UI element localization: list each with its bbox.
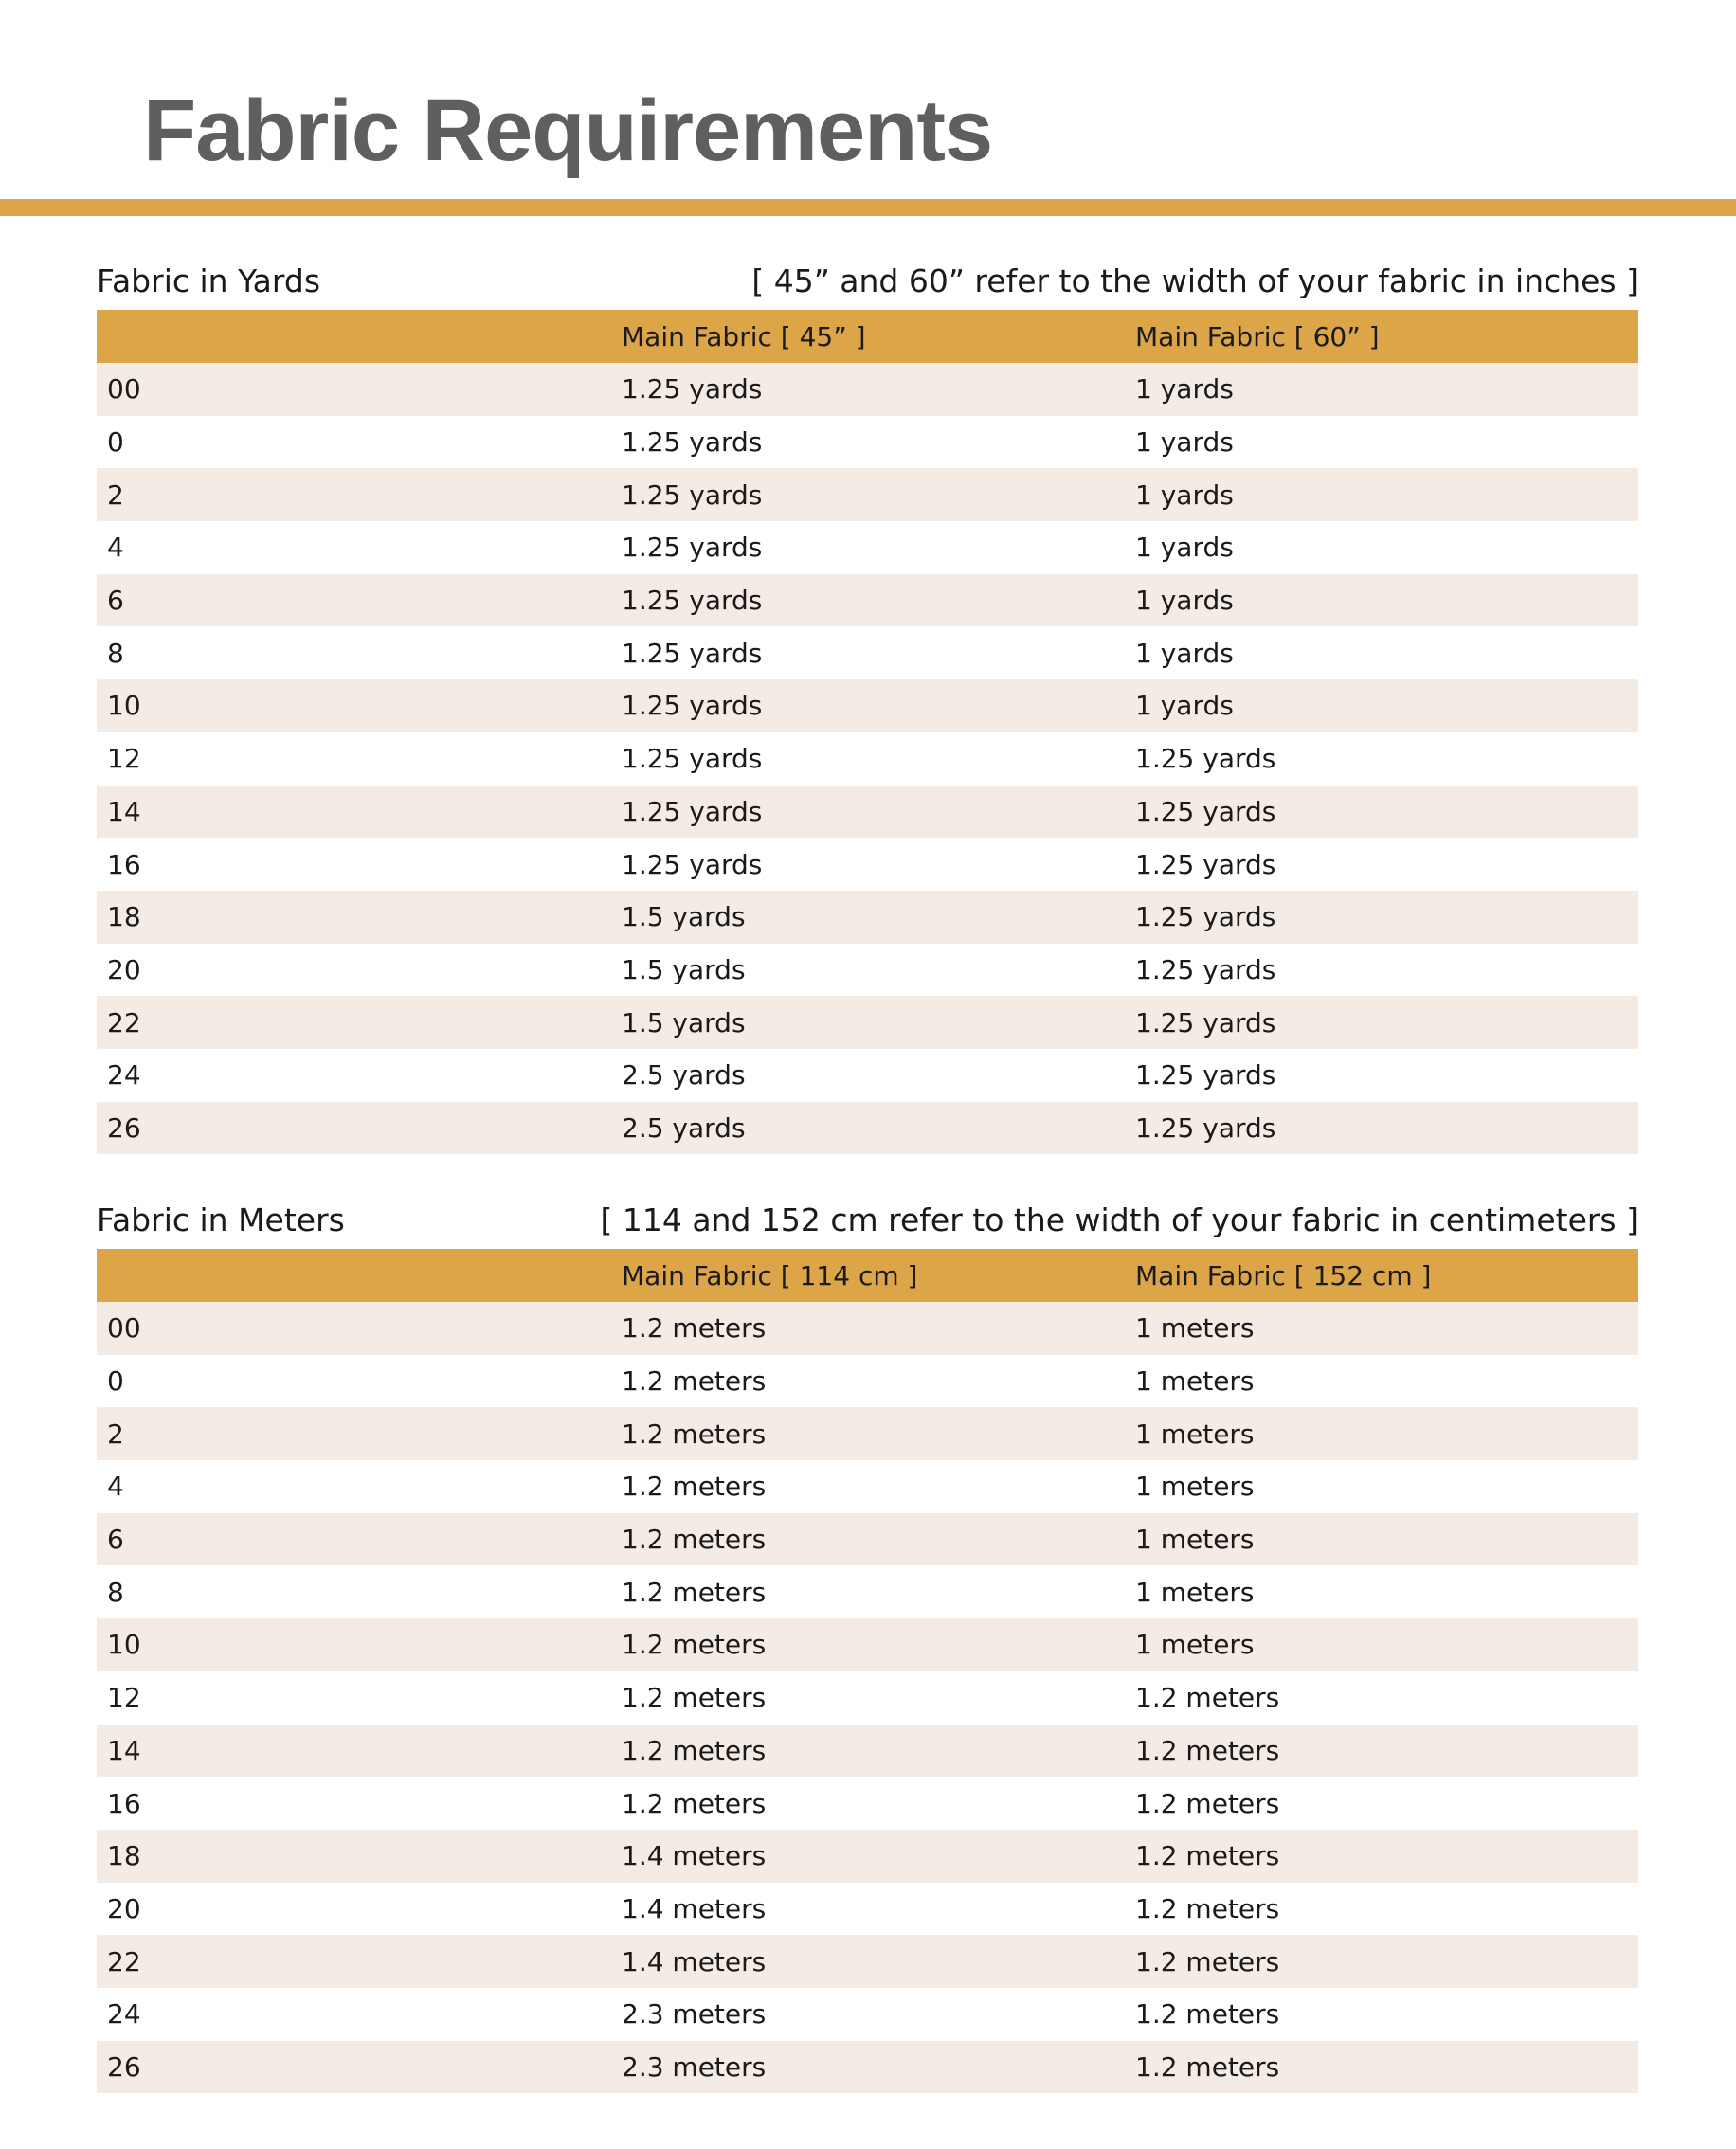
table-row bbox=[97, 1935, 1638, 1988]
yards-header-row bbox=[97, 310, 1638, 363]
fabric-114-cell: 1.2 meters bbox=[622, 1312, 767, 1345]
fabric-60-cell: 1.25 yards bbox=[1135, 1111, 1276, 1144]
size-cell: 26 bbox=[107, 2050, 141, 2083]
yards-section bbox=[97, 259, 1638, 1154]
fabric-45-cell: 1.25 yards bbox=[622, 426, 763, 459]
fabric-152-cell: 1 meters bbox=[1135, 1629, 1255, 1661]
fabric-45-cell: 2.5 yards bbox=[622, 1111, 746, 1144]
fabric-45-cell: 1.25 yards bbox=[622, 585, 763, 617]
table-row bbox=[97, 732, 1638, 786]
fabric-152-cell: 1.2 meters bbox=[1135, 1892, 1280, 1924]
table-row bbox=[97, 1102, 1638, 1155]
size-cell: 0 bbox=[107, 1365, 124, 1398]
fabric-152-cell: 1.2 meters bbox=[1135, 2050, 1280, 2083]
yards-table bbox=[97, 310, 1638, 1154]
fabric-114-cell: 1.2 meters bbox=[622, 1365, 767, 1398]
size-cell: 6 bbox=[107, 585, 124, 617]
yards-60-header: Main Fabric [ 60” ] bbox=[1135, 320, 1380, 352]
size-cell: 20 bbox=[107, 1892, 141, 1924]
table-row bbox=[97, 1407, 1638, 1460]
table-row bbox=[97, 1988, 1638, 2041]
size-cell: 16 bbox=[107, 1787, 141, 1819]
yards-section-title: Fabric in Yards bbox=[97, 262, 321, 299]
table-row bbox=[97, 2041, 1638, 2094]
yards-size-header bbox=[97, 310, 611, 363]
fabric-152-cell: 1 meters bbox=[1135, 1418, 1255, 1450]
size-cell: 0 bbox=[107, 426, 124, 459]
size-cell: 12 bbox=[107, 743, 141, 775]
fabric-60-cell: 1 yards bbox=[1135, 532, 1234, 564]
size-cell: 00 bbox=[107, 373, 141, 406]
table-row bbox=[97, 416, 1638, 469]
fabric-114-cell: 1.2 meters bbox=[622, 1682, 767, 1714]
size-cell: 16 bbox=[107, 848, 141, 880]
table-row bbox=[97, 944, 1638, 997]
fabric-45-cell: 1.25 yards bbox=[622, 637, 763, 669]
size-cell: 24 bbox=[107, 1059, 141, 1092]
fabric-114-cell: 1.2 meters bbox=[622, 1471, 767, 1503]
table-row bbox=[97, 838, 1638, 891]
fabric-60-cell: 1.25 yards bbox=[1135, 848, 1276, 880]
fabric-60-cell: 1.25 yards bbox=[1135, 743, 1276, 775]
fabric-152-cell: 1.2 meters bbox=[1135, 1840, 1280, 1872]
size-cell: 2 bbox=[107, 1418, 124, 1450]
size-cell: 18 bbox=[107, 1840, 141, 1872]
table-row bbox=[97, 1513, 1638, 1566]
table-row bbox=[97, 786, 1638, 839]
meters-section-header bbox=[97, 1198, 1638, 1249]
table-row bbox=[97, 468, 1638, 521]
title-divider bbox=[0, 199, 1736, 216]
fabric-60-cell: 1 yards bbox=[1135, 690, 1234, 722]
fabric-152-cell: 1.2 meters bbox=[1135, 1998, 1280, 2031]
table-row bbox=[97, 1618, 1638, 1671]
table-row bbox=[97, 363, 1638, 416]
table-row bbox=[97, 891, 1638, 944]
fabric-152-cell: 1 meters bbox=[1135, 1365, 1255, 1398]
fabric-152-cell: 1.2 meters bbox=[1135, 1945, 1280, 1977]
table-row bbox=[97, 1777, 1638, 1830]
fabric-45-cell: 1.25 yards bbox=[622, 848, 763, 880]
table-row bbox=[97, 1830, 1638, 1883]
table-row bbox=[97, 521, 1638, 574]
size-cell: 22 bbox=[107, 1945, 141, 1977]
fabric-45-cell: 1.25 yards bbox=[622, 690, 763, 722]
size-cell: 8 bbox=[107, 1576, 124, 1608]
fabric-114-cell: 1.2 meters bbox=[622, 1734, 767, 1766]
size-cell: 6 bbox=[107, 1524, 124, 1556]
size-cell: 4 bbox=[107, 1471, 124, 1503]
size-cell: 26 bbox=[107, 1111, 141, 1144]
meters-table bbox=[97, 1249, 1638, 2093]
page-title: Fabric Requirements bbox=[143, 82, 993, 179]
fabric-114-cell: 1.4 meters bbox=[622, 1945, 767, 1977]
fabric-45-cell: 1.25 yards bbox=[622, 743, 763, 775]
meters-section bbox=[97, 1198, 1638, 2093]
fabric-60-cell: 1.25 yards bbox=[1135, 953, 1276, 985]
size-cell: 10 bbox=[107, 690, 141, 722]
fabric-114-cell: 1.4 meters bbox=[622, 1840, 767, 1872]
meters-114-header: Main Fabric [ 114 cm ] bbox=[622, 1259, 918, 1291]
meters-size-header bbox=[97, 1249, 611, 1302]
fabric-114-cell: 2.3 meters bbox=[622, 2050, 767, 2083]
fabric-60-cell: 1 yards bbox=[1135, 426, 1234, 459]
fabric-45-cell: 1.5 yards bbox=[622, 901, 746, 933]
fabric-45-cell: 1.5 yards bbox=[622, 1006, 746, 1038]
fabric-60-cell: 1 yards bbox=[1135, 637, 1234, 669]
table-row bbox=[97, 996, 1638, 1049]
fabric-152-cell: 1 meters bbox=[1135, 1576, 1255, 1608]
fabric-45-cell: 2.5 yards bbox=[622, 1059, 746, 1092]
fabric-60-cell: 1 yards bbox=[1135, 479, 1234, 511]
size-cell: 8 bbox=[107, 637, 124, 669]
yards-width-note: [ 45” and 60” refer to the width of your fabric in inches ] bbox=[751, 262, 1638, 299]
table-row bbox=[97, 1883, 1638, 1936]
size-cell: 14 bbox=[107, 1734, 141, 1766]
size-cell: 18 bbox=[107, 901, 141, 933]
table-row bbox=[97, 1725, 1638, 1778]
fabric-45-cell: 1.25 yards bbox=[622, 479, 763, 511]
fabric-114-cell: 1.2 meters bbox=[622, 1787, 767, 1819]
fabric-60-cell: 1.25 yards bbox=[1135, 795, 1276, 827]
size-cell: 00 bbox=[107, 1312, 141, 1345]
table-row bbox=[97, 626, 1638, 679]
size-cell: 4 bbox=[107, 532, 124, 564]
table-row bbox=[97, 1302, 1638, 1355]
size-cell: 20 bbox=[107, 953, 141, 985]
table-row bbox=[97, 679, 1638, 732]
fabric-152-cell: 1.2 meters bbox=[1135, 1682, 1280, 1714]
fabric-45-cell: 1.25 yards bbox=[622, 795, 763, 827]
fabric-152-cell: 1 meters bbox=[1135, 1312, 1255, 1345]
table-row bbox=[97, 1671, 1638, 1725]
table-row bbox=[97, 1355, 1638, 1408]
fabric-60-cell: 1.25 yards bbox=[1135, 901, 1276, 933]
fabric-60-cell: 1 yards bbox=[1135, 373, 1234, 406]
fabric-114-cell: 1.2 meters bbox=[622, 1524, 767, 1556]
yards-45-header: Main Fabric [ 45” ] bbox=[622, 320, 866, 352]
size-cell: 14 bbox=[107, 795, 141, 827]
size-cell: 2 bbox=[107, 479, 124, 511]
fabric-60-cell: 1.25 yards bbox=[1135, 1059, 1276, 1092]
fabric-152-cell: 1.2 meters bbox=[1135, 1787, 1280, 1819]
table-row bbox=[97, 1460, 1638, 1513]
size-cell: 10 bbox=[107, 1629, 141, 1661]
size-cell: 12 bbox=[107, 1682, 141, 1714]
table-row bbox=[97, 574, 1638, 627]
fabric-45-cell: 1.25 yards bbox=[622, 532, 763, 564]
fabric-45-cell: 1.5 yards bbox=[622, 953, 746, 985]
fabric-114-cell: 1.4 meters bbox=[622, 1892, 767, 1924]
fabric-114-cell: 1.2 meters bbox=[622, 1576, 767, 1608]
meters-width-note: [ 114 and 152 cm refer to the width of your fabric in centimeters ] bbox=[600, 1201, 1638, 1238]
meters-section-title: Fabric in Meters bbox=[97, 1201, 345, 1238]
meters-header-row bbox=[97, 1249, 1638, 1302]
fabric-45-cell: 1.25 yards bbox=[622, 373, 763, 406]
fabric-152-cell: 1 meters bbox=[1135, 1524, 1255, 1556]
fabric-114-cell: 1.2 meters bbox=[622, 1629, 767, 1661]
fabric-114-cell: 2.3 meters bbox=[622, 1998, 767, 2031]
fabric-60-cell: 1 yards bbox=[1135, 585, 1234, 617]
size-cell: 24 bbox=[107, 1998, 141, 2031]
fabric-152-cell: 1.2 meters bbox=[1135, 1734, 1280, 1766]
yards-section-header bbox=[97, 259, 1638, 310]
fabric-114-cell: 1.2 meters bbox=[622, 1418, 767, 1450]
fabric-60-cell: 1.25 yards bbox=[1135, 1006, 1276, 1038]
fabric-152-cell: 1 meters bbox=[1135, 1471, 1255, 1503]
meters-152-header: Main Fabric [ 152 cm ] bbox=[1135, 1259, 1432, 1291]
table-row bbox=[97, 1049, 1638, 1102]
size-cell: 22 bbox=[107, 1006, 141, 1038]
table-row bbox=[97, 1565, 1638, 1618]
